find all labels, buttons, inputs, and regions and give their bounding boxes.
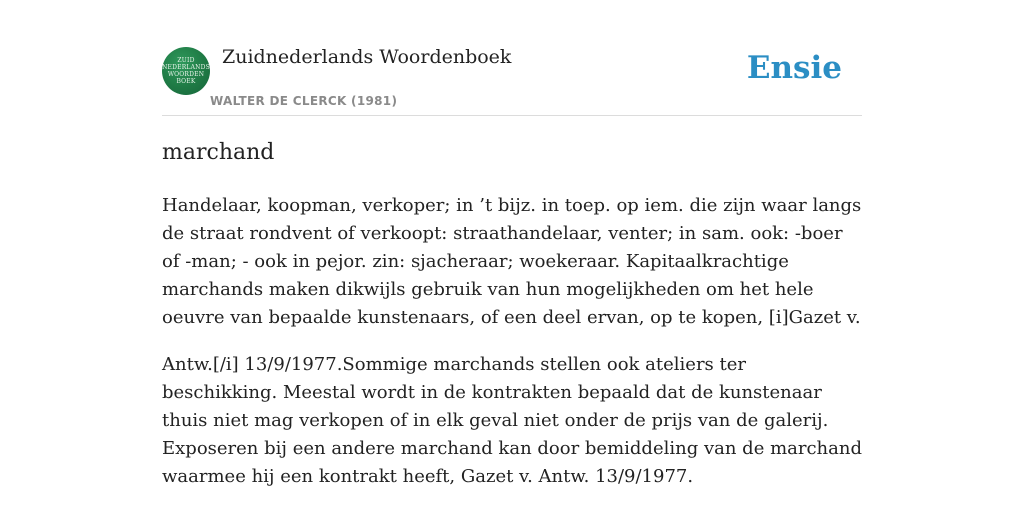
logo-line-3: WOORDEN xyxy=(167,71,205,78)
definition-paragraph-1: Handelaar, koopman, verkoper; in ’t bijz. in toep. op iem. die zijn waar langs de straat rondvent of verkoopt: straathandelaar, venter; in sam. ook: -boer of -man; - ook in pejor. zin: sjacheraar; woekeraar. Kapitaalkrachtige marchands maken dikwijls gebruik van hun mogelijkheden om het hele oeuvre van bepaalde kunstenaars, of een deel ervan, op te kopen, [i]Gazet v. xyxy=(162,195,862,328)
dictionary-logo[interactable] xyxy=(162,47,210,95)
definition-body xyxy=(162,192,862,510)
source-header xyxy=(162,0,862,116)
logo-line-1: ZUID xyxy=(177,57,195,64)
source-author: WALTER DE CLERCK (1981) xyxy=(210,94,398,108)
definition-paragraph-2: Antw.[/i] 13/9/1977.Sommige marchands stellen ook ateliers ter beschikking. Meestal wordt in de kontrakten bepaald dat de kunstenaar thuis niet mag verkopen of in elk geval niet onder de prijs van de galerij. Exposeren bij een andere marchand kan door bemiddeling van de marchand waarmee hij een kontrakt heeft, Gazet v. Antw. 13/9/1977. xyxy=(162,354,862,487)
source-title-link[interactable]: Zuidnederlands Woordenboek xyxy=(222,46,512,68)
logo-line-2: NEDERLANDS xyxy=(162,64,210,71)
ensie-logo-link[interactable]: Ensie xyxy=(746,50,842,86)
headword-title: marchand xyxy=(162,140,275,165)
logo-line-4: BOEK xyxy=(176,78,196,85)
